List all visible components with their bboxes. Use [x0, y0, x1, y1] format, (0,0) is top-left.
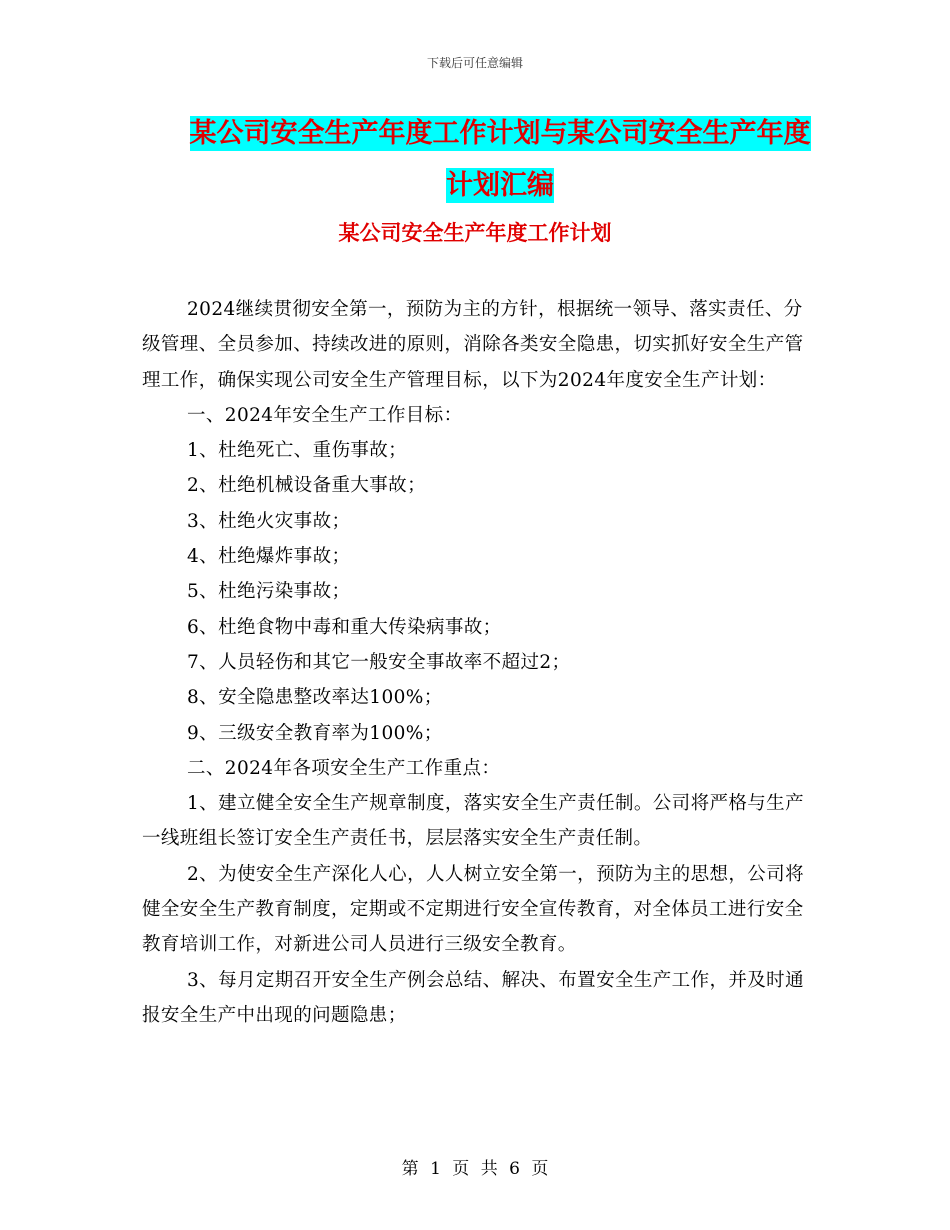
- goal-item: 7、人员轻伤和其它一般安全事故率不超过2；: [187, 651, 571, 673]
- focus-paragraph: 1、建立健全安全生产规章制度，落实安全生产责任制。公司将严格与生产一线班组长签订安全生产责任书，层层落实安全生产责任制。: [142, 793, 804, 850]
- goal-item: 3、杜绝火灾事故；: [187, 510, 351, 532]
- intro-paragraph: 2024继续贯彻安全第一，预防为主的方针，根据统一领导、落实责任、分级管理、全员参加、持续改进的原则，消除各类安全隐患，切实抓好安全生产管理工作，确保实现公司安全生产管理目标，以下为2024年度安全生产计划：: [142, 299, 804, 391]
- document-title: [150, 108, 850, 212]
- body-text: [142, 292, 812, 1033]
- header-note: 下载后可任意编辑: [426, 56, 523, 70]
- goal-item: 1、杜绝死亡、重伤事故；: [187, 440, 408, 462]
- goal-item: 4、杜绝爆炸事故；: [187, 546, 351, 568]
- goal-item: 8、安全隐患整改率达100%；: [187, 687, 443, 709]
- goal-item: 6、杜绝食物中毒和重大传染病事故；: [187, 616, 502, 638]
- page-number-footer: 第 1 页 共 6 页: [401, 1159, 549, 1179]
- title-line-2: 计划汇编: [446, 170, 554, 201]
- goal-item: 2、杜绝机械设备重大事故；: [187, 475, 426, 497]
- focus-heading: 二、2024年各项安全生产工作重点：: [187, 757, 501, 779]
- focus-paragraph: 2、为使安全生产深化人心，人人树立安全第一，预防为主的思想，公司将健全安全生产教育制度，定期或不定期进行安全宣传教育，对全体员工进行安全教育培训工作，对新进公司人员进行三级安全教育。: [142, 863, 804, 956]
- focus-paragraph: 3、每月定期召开安全生产例会总结、解决、布置安全生产工作，并及时通报安全生产中出现的问题隐患；: [142, 969, 804, 1026]
- goals-heading: 一、2024年安全生产工作目标：: [187, 404, 463, 426]
- section-title: 某公司安全生产年度工作计划: [338, 220, 612, 245]
- goal-item: 5、杜绝污染事故；: [187, 581, 351, 603]
- title-line-1: 某公司安全生产年度工作计划与某公司安全生产年度: [189, 118, 811, 149]
- goal-item: 9、三级安全教育率为100%；: [187, 722, 443, 744]
